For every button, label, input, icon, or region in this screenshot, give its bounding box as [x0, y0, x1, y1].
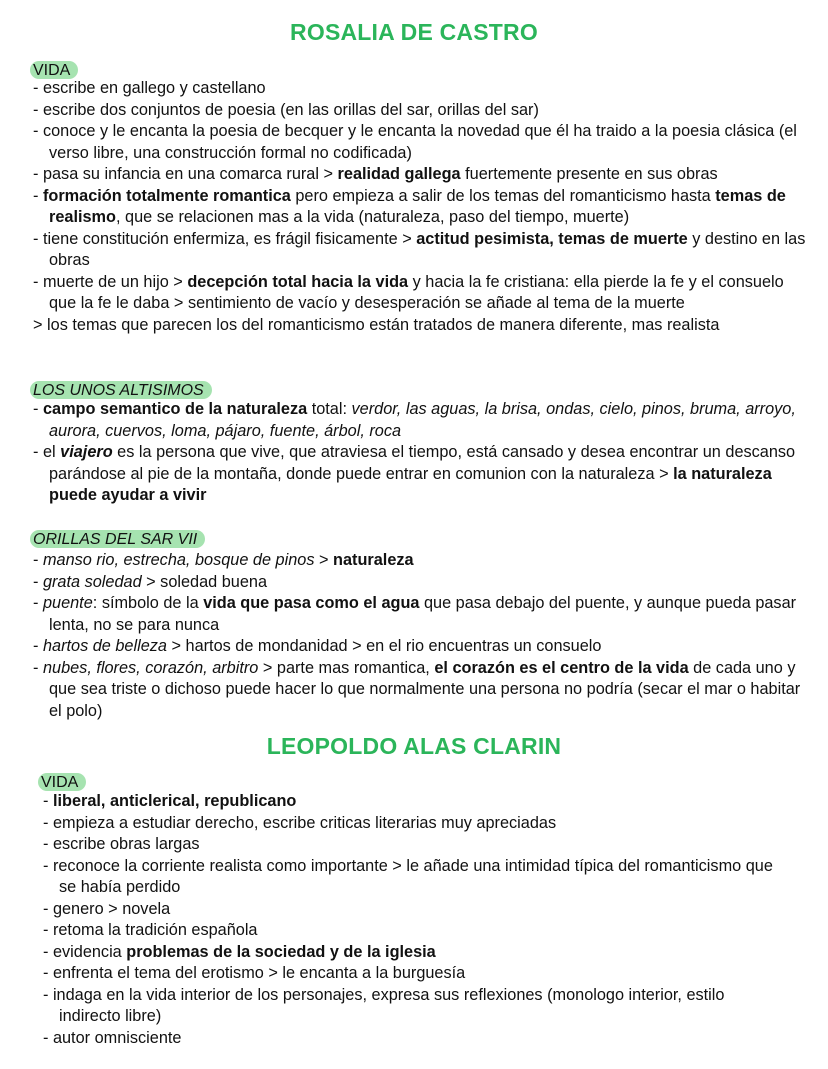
text-span: -	[33, 637, 43, 655]
text-span: -	[33, 572, 43, 591]
text-span: total:	[307, 400, 352, 418]
text-span: -	[43, 792, 53, 810]
text-span: -	[33, 658, 43, 677]
bold-text: viajero	[60, 443, 113, 461]
text-span: - muerte de un hijo >	[33, 272, 188, 291]
bold-text: temas de realismo	[49, 186, 786, 226]
title-leopoldo-alas-clarin: LEOPOLDO ALAS CLARIN	[266, 733, 562, 759]
text-span: y hacia la fe cristiana: ella pierde la fe y el consuelo que la fe le daba > sentimiento de vacío y desesperación se añade al tema de la muerte	[49, 272, 784, 312]
bold-text: actitud pesimista, temas de muerte	[416, 229, 688, 248]
bold-text: liberal, anticlerical, republicano	[52, 792, 297, 810]
text-span: -	[33, 186, 43, 205]
italic-text: manso rio, estrecha, bosque de pinos	[42, 551, 315, 569]
label-vida-clarin: VIDA	[38, 773, 86, 791]
list-item	[33, 229, 808, 272]
text-span: : símbolo de la	[92, 594, 204, 612]
text-span: - enfrenta el tema del erotismo > le encanta a la burguesía	[43, 964, 466, 982]
text-span: es la persona que vive, que atraviesa el tiempo, está cansado y desea encontrar un descanso parándose al pie de la montaña, donde puede entrar en comunion con la naturaleza >	[49, 443, 796, 483]
text-span: fuertemente presente en sus obras	[460, 165, 718, 183]
list-item	[33, 399, 803, 442]
text-span: > parte mas romantica,	[258, 658, 435, 677]
list-item	[43, 920, 773, 942]
text-span: , que se relacionen mas a la vida (naturaleza, paso del tiempo, muerte)	[115, 208, 630, 226]
text-span: -	[33, 400, 43, 418]
list-item	[33, 550, 803, 572]
list-orillas-del-sar	[33, 550, 803, 722]
text-span: - indaga en la vida interior de los personajes, expresa sus reflexiones (monologo interior, estilo indirecto libre)	[43, 985, 725, 1025]
list-item	[43, 834, 773, 856]
list-vida-rosalia	[33, 78, 808, 336]
list-item	[43, 963, 773, 985]
list-item	[43, 899, 773, 921]
list-item	[33, 636, 803, 658]
text-span: - reconoce la corriente realista como importante > le añade una intimidad típica del romanticismo que se había perdido	[43, 856, 773, 896]
text-span: - retoma la tradición española	[43, 921, 258, 939]
list-item	[43, 791, 773, 813]
list-vida-clarin	[43, 791, 773, 1049]
italic-text: grata soledad	[42, 572, 142, 591]
list-item	[33, 593, 803, 636]
text-span: y destino en las obras	[49, 229, 806, 269]
text-span: - tiene constitución enfermiza, es frágil fisicamente >	[33, 229, 417, 248]
italic-text: nubes, flores, corazón, arbitro	[42, 658, 259, 677]
text-span: que pasa debajo del puente, y aunque pueda pasar lenta, no se para nunca	[49, 594, 797, 634]
bold-text: formación totalmente romantica	[42, 186, 291, 205]
list-item	[33, 186, 808, 229]
text-span: -	[33, 594, 43, 612]
text-span: - empieza a estudiar derecho, escribe criticas literarias muy apreciadas	[43, 813, 557, 832]
text-span: > los temas que parecen los del romanticismo están tratados de manera diferente, mas realista	[33, 315, 720, 334]
label-orillas-del-sar: ORILLAS DEL SAR VII	[30, 530, 205, 548]
bold-text: realidad gallega	[337, 165, 461, 183]
list-item	[33, 100, 808, 122]
bold-text: la naturaleza puede ayudar a vivir	[49, 464, 772, 504]
italic-text: hartos de belleza	[42, 637, 167, 655]
bold-text: el corazón es el centro de la vida	[434, 658, 689, 677]
label-vida-rosalia: VIDA	[30, 61, 78, 79]
text-span: - autor omnisciente	[43, 1028, 182, 1047]
text-span: - escribe obras largas	[43, 835, 200, 853]
text-span: de cada uno y que sea triste o dichoso puede hacer lo que normalmente una persona no podría (secar el mar o habitar el polo)	[49, 658, 801, 720]
list-item	[33, 572, 803, 594]
text-span: -	[33, 551, 43, 569]
list-item	[33, 658, 803, 723]
bold-text: campo semantico de la naturaleza	[42, 400, 308, 418]
text-span: >	[314, 551, 334, 569]
list-item	[33, 121, 808, 164]
list-item	[43, 985, 773, 1028]
text-span: - evidencia	[43, 942, 127, 961]
list-item	[33, 78, 808, 100]
title-rosalia-de-castro: ROSALIA DE CASTRO	[290, 19, 538, 45]
text-span: > hartos de mondanidad > en el rio encuentras un consuelo	[166, 637, 602, 655]
text-span: - el	[33, 443, 61, 461]
bold-text: decepción total hacia la vida	[187, 272, 409, 291]
list-item	[33, 164, 808, 186]
bold-text: problemas de la sociedad y de la iglesia	[126, 942, 436, 961]
bold-text: naturaleza	[333, 551, 414, 569]
text-span: - genero > novela	[43, 899, 171, 918]
text-span: - escribe dos conjuntos de poesia (en las orillas del sar, orillas del sar)	[33, 100, 539, 119]
bold-text: vida que pasa como el agua	[203, 594, 420, 612]
text-span: - escribe en gallego y castellano	[33, 79, 266, 97]
text-span: - pasa su infancia en una comarca rural >	[33, 165, 338, 183]
list-item	[33, 442, 803, 507]
list-item	[43, 1028, 773, 1050]
list-item	[43, 813, 773, 835]
text-span: > soledad buena	[141, 572, 268, 591]
text-span: - conoce y le encanta la poesia de becquer y le encanta la novedad que él ha traido a la poesia clásica (el verso libre, una construcción formal no codificada)	[33, 122, 797, 162]
list-item	[43, 942, 773, 964]
list-los-unos-altisimos	[33, 399, 803, 507]
list-item	[33, 272, 808, 315]
italic-text: puente	[42, 594, 93, 612]
list-item	[33, 315, 808, 337]
italic-text: verdor, las aguas, la brisa, ondas, cielo, pinos, bruma, arroyo, aurora, cuervos, loma, pájaro, fuente, árbol, roca	[49, 400, 796, 440]
text-span: pero empieza a salir de los temas del romanticismo hasta	[290, 186, 716, 205]
list-item	[43, 856, 773, 899]
label-los-unos-altisimos: LOS UNOS ALTISIMOS	[30, 381, 212, 399]
